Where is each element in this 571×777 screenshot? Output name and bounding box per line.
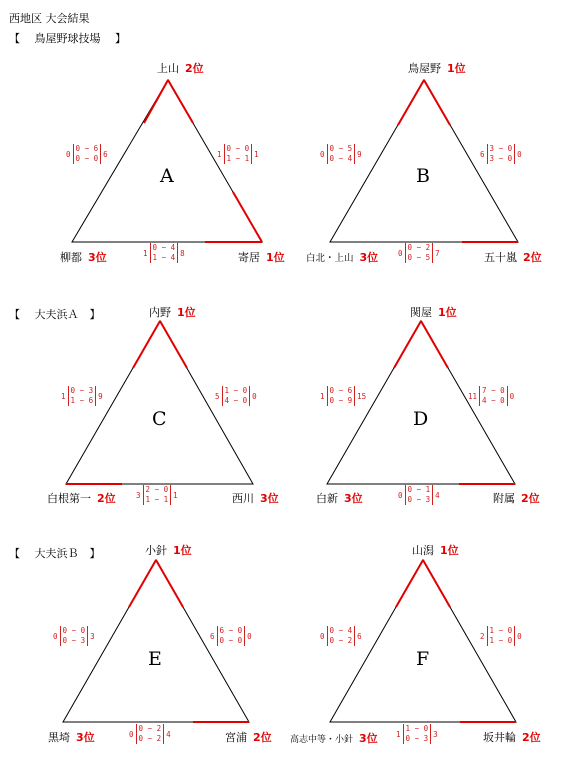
team-name: 白根第一 bbox=[47, 492, 91, 505]
score-b-bottom: 0 0 − 2 0 − 5 7 bbox=[398, 243, 440, 262]
win-mark-e-right bbox=[156, 560, 183, 607]
rank-label: 3位 bbox=[344, 492, 363, 505]
score-d-right: 11 7 − 0 4 − 0 0 bbox=[468, 386, 515, 405]
team-a-top bbox=[157, 60, 204, 76]
team-d-top bbox=[410, 304, 457, 320]
rank-label: 2位 bbox=[522, 731, 541, 744]
team-a-left bbox=[60, 249, 107, 265]
team-name: 高志中等・小針 bbox=[290, 735, 354, 745]
team-b-left bbox=[306, 249, 378, 265]
team-name: 上山 bbox=[157, 62, 179, 75]
group-letter-d: D bbox=[413, 408, 429, 430]
rank-label: 3位 bbox=[359, 732, 378, 745]
score-f-left: 0 0 − 4 0 − 2 6 bbox=[320, 626, 362, 645]
group-letter-c: C bbox=[152, 408, 167, 430]
group-letter-a: A bbox=[160, 165, 174, 187]
score-f-bottom: 1 1 − 0 0 − 3 3 bbox=[396, 724, 438, 743]
venue-heading-1: 【 鳥屋野球技場 】 bbox=[9, 32, 126, 45]
team-name: 附属 bbox=[493, 492, 515, 505]
score-c-bottom: 3 2 − 0 1 − 1 1 bbox=[136, 485, 178, 504]
score-a-right: 1 0 − 0 1 − 1 1 bbox=[217, 144, 259, 163]
score-a-bottom: 1 0 − 4 1 − 4 8 bbox=[143, 243, 185, 262]
score-c-right: 5 1 − 0 4 − 0 0 bbox=[215, 386, 257, 405]
score-d-left: 1 0 − 6 0 − 9 15 bbox=[320, 386, 367, 405]
score-b-left: 0 0 − 5 0 − 4 9 bbox=[320, 144, 362, 163]
rank-label: 1位 bbox=[438, 306, 457, 319]
score-b-right: 6 3 − 0 3 − 0 0 bbox=[480, 144, 522, 163]
team-name: 西川 bbox=[232, 492, 254, 505]
group-letter-f: F bbox=[416, 648, 430, 670]
group-letter-b: B bbox=[416, 165, 430, 187]
rank-label: 1位 bbox=[266, 251, 285, 264]
team-name: 関屋 bbox=[410, 306, 432, 319]
team-name: 五十嵐 bbox=[484, 251, 517, 264]
team-f-left bbox=[290, 730, 378, 746]
rank-label: 2位 bbox=[521, 492, 540, 505]
team-c-left bbox=[47, 490, 116, 506]
team-e-left bbox=[48, 729, 95, 745]
rank-label: 2位 bbox=[185, 62, 204, 75]
win-mark-a-right bbox=[168, 80, 193, 123]
rank-label: 1位 bbox=[440, 544, 459, 557]
team-name: 山潟 bbox=[412, 544, 434, 557]
win-mark-a-right2 bbox=[233, 192, 262, 242]
rank-label: 1位 bbox=[447, 62, 466, 75]
rank-label: 3位 bbox=[260, 492, 279, 505]
win-mark-e-left bbox=[129, 560, 156, 607]
team-name: 鳥屋野 bbox=[408, 62, 441, 75]
score-d-bottom: 0 0 − 1 0 − 3 4 bbox=[398, 485, 440, 504]
team-name: 宮浦 bbox=[225, 731, 247, 744]
team-c-top bbox=[149, 304, 196, 320]
team-a-right bbox=[238, 249, 285, 265]
team-d-left bbox=[316, 490, 363, 506]
score-c-left: 1 0 − 3 1 − 6 9 bbox=[61, 386, 103, 405]
page-title: 西地区 大会結果 bbox=[9, 12, 90, 25]
rank-label: 3位 bbox=[359, 251, 379, 264]
rank-label: 3位 bbox=[88, 251, 107, 264]
venue-heading-2: 【 大夫浜Ａ 】 bbox=[9, 308, 101, 321]
team-b-right bbox=[484, 249, 542, 265]
team-name: 黒埼 bbox=[48, 731, 70, 744]
team-e-right bbox=[225, 729, 272, 745]
team-f-top bbox=[412, 542, 459, 558]
team-e-top bbox=[145, 542, 192, 558]
group-letter-e: E bbox=[148, 648, 162, 670]
score-f-right: 2 1 − 0 1 − 0 0 bbox=[480, 626, 522, 645]
rank-label: 2位 bbox=[253, 731, 272, 744]
team-name: 寄居 bbox=[238, 251, 260, 264]
rank-label: 2位 bbox=[523, 251, 542, 264]
team-name: 白新 bbox=[316, 492, 338, 505]
team-name: 小針 bbox=[145, 544, 167, 557]
team-b-top bbox=[408, 60, 466, 76]
score-e-right: 6 6 − 0 0 − 0 0 bbox=[210, 626, 252, 645]
win-mark-c-left bbox=[133, 321, 160, 368]
win-mark-c-right bbox=[160, 321, 187, 368]
team-c-right bbox=[232, 490, 279, 506]
win-mark-f-left bbox=[396, 560, 423, 607]
win-mark-d-left bbox=[394, 321, 421, 368]
team-name: 坂井輪 bbox=[483, 731, 516, 744]
win-mark-f-right bbox=[423, 560, 450, 607]
team-name: 内野 bbox=[149, 306, 171, 319]
venue-heading-3: 【 大夫浜Ｂ 】 bbox=[9, 547, 101, 560]
team-d-right bbox=[493, 490, 540, 506]
score-e-bottom: 0 0 − 2 0 − 2 4 bbox=[129, 724, 171, 743]
rank-label: 1位 bbox=[177, 306, 196, 319]
win-mark-d-right bbox=[421, 321, 448, 368]
rank-label: 2位 bbox=[97, 492, 116, 505]
win-mark-a-left bbox=[144, 80, 168, 123]
team-name: 白北・上山 bbox=[306, 253, 354, 264]
rank-label: 3位 bbox=[76, 731, 95, 744]
win-mark-b-right bbox=[424, 80, 450, 125]
score-a-left: 0 0 − 6 0 − 0 6 bbox=[66, 144, 108, 163]
team-f-right bbox=[483, 729, 541, 745]
team-name: 柳都 bbox=[60, 251, 82, 264]
win-mark-b-left bbox=[398, 80, 424, 125]
score-e-left: 0 0 − 0 0 − 3 3 bbox=[53, 626, 95, 645]
rank-label: 1位 bbox=[173, 544, 192, 557]
